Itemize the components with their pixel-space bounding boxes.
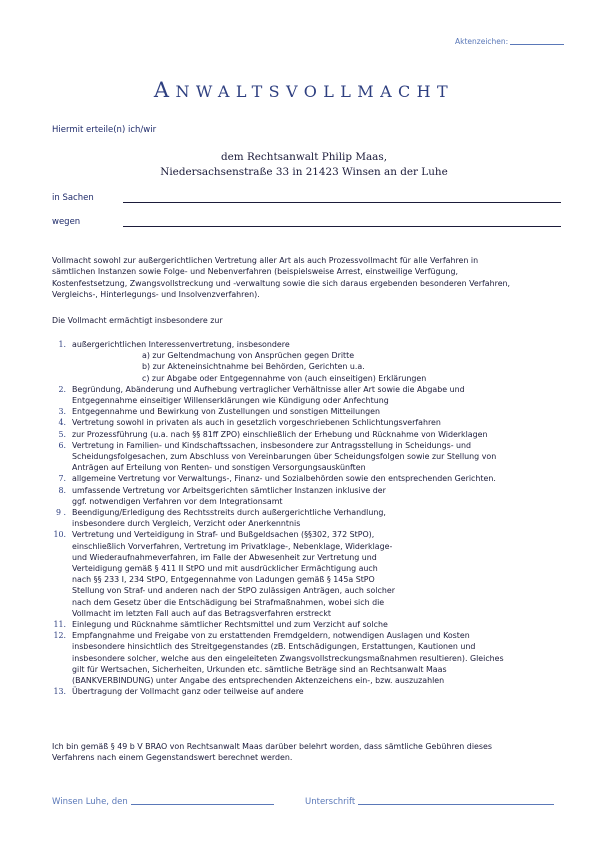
- item-text: [72, 619, 565, 630]
- list-item: [40, 507, 565, 529]
- signature-label: Unterschrift: [305, 797, 356, 807]
- item-text: [72, 630, 565, 686]
- scope-paragraph: [52, 255, 562, 301]
- in-sachen-label: in Sachen: [52, 193, 94, 203]
- item-text: [72, 339, 565, 384]
- item-subpoint: a) zur Geltendmachung von Ansprüchen gegen Dritte: [142, 351, 355, 361]
- list-item: [40, 630, 565, 686]
- item-line: einschließlich Vorverfahren, Vertretung im Privatklage-, Nebenklage, Widerklage-: [72, 541, 393, 551]
- authorization-intro: Die Vollmacht ermächtigt insbesondere zur: [52, 316, 223, 325]
- item-subpoint: c) zur Abgabe oder Entgegennahme von (auch einseitigen) Erklärungen: [142, 373, 427, 383]
- addressee-block: [0, 150, 608, 180]
- item-number: 12.: [53, 631, 66, 641]
- item-text: [72, 529, 565, 619]
- closing-paragraph: [52, 741, 562, 764]
- file-number-field: [455, 37, 564, 46]
- scope-line: Kostenfestsetzung, Zwangsvollstreckung und -verwaltung sowie die sich daraus ergebenden besonderen Verfahren,: [52, 278, 511, 288]
- item-line: und Wiederaufnahmeverfahren, im Falle der Abwesenheit zur Vertretung und: [72, 552, 377, 562]
- list-item: [40, 686, 565, 697]
- list-item: [40, 429, 565, 440]
- place-date-line[interactable]: [131, 804, 274, 805]
- item-text: [72, 473, 565, 484]
- closing-line: Verfahrens nach einem Gegenstandswert berechnet werden.: [52, 753, 293, 763]
- item-line: Begründung, Abänderung und Aufhebung vertraglicher Verhältnisse aller Art sowie die Abgabe und: [72, 384, 465, 394]
- wegen-label: wegen: [52, 217, 81, 227]
- item-number: 2.: [58, 384, 66, 394]
- item-line: gilt für Wertsachen, Sicherheiten, Urkunden etc. sämtliche Beträge sind an Rechtsanwalt Maas: [72, 664, 447, 674]
- item-text: [72, 384, 565, 406]
- list-item: [40, 440, 565, 474]
- authorization-list: [40, 339, 565, 698]
- list-item: [40, 417, 565, 428]
- item-line: allgemeine Vertretung vor Verwaltungs-, Finanz- und Sozialbehörden sowie den entsprechenden Gerichten.: [72, 474, 496, 484]
- item-number: 9 .: [55, 508, 66, 518]
- addressee-name: dem Rechtsanwalt Philip Maas,: [221, 151, 387, 163]
- item-text: [72, 440, 565, 474]
- list-item: [40, 619, 565, 630]
- place-date-label: Winsen Luhe, den: [52, 797, 128, 807]
- item-text: [72, 417, 565, 428]
- item-line: Stellung von Straf- und anderen nach der StPO zulässigen Anträgen, auch solcher: [72, 586, 395, 596]
- item-line: ggf. notwendigen Verfahren vor dem Integrationsamt: [72, 496, 283, 506]
- item-line: (BANKVERBINDUNG) unter Angabe des entsprechenden Aktenzeichens ein-, bzw. auszuzahlen: [72, 676, 445, 686]
- item-number: 13.: [53, 687, 66, 697]
- item-line: außergerichtlichen Interessenvertretung, insbesondere: [72, 340, 290, 349]
- list-item: [40, 406, 565, 417]
- signature-line[interactable]: [358, 804, 554, 805]
- item-text: [72, 406, 565, 417]
- signature-field: [305, 797, 554, 807]
- item-number: 5.: [58, 429, 66, 439]
- item-line: Entgegennahme und Bewirkung von Zustellungen und sonstigen Mitteilungen: [72, 407, 380, 417]
- list-item: [40, 473, 565, 484]
- closing-line: Ich bin gemäß § 49 b V BRAO von Rechtsanwalt Maas darüber belehrt worden, dass sämtliche Gebühren dieses: [52, 742, 492, 751]
- item-line: nach dem Gesetz über die Entschädigung bei Strafmaßnahmen, wobei sich die: [72, 597, 385, 607]
- item-line: Verteidigung gemäß § 411 II StPO und mit ausdrücklicher Ermächtigung auch: [72, 564, 378, 574]
- item-line: insbesondere solcher, welche aus den eingeleiteten Zwangsvollstreckungsmaßnahmen resultieren). Gleiches: [72, 653, 504, 663]
- item-number: 11.: [53, 620, 66, 630]
- file-number-line[interactable]: [510, 44, 564, 45]
- item-text: [72, 429, 565, 440]
- list-item: [40, 485, 565, 507]
- item-number: 6.: [58, 440, 66, 450]
- item-number: 7.: [58, 474, 66, 484]
- item-line: insbesondere durch Vergleich, Verzicht oder Anerkenntnis: [72, 519, 301, 529]
- item-line: Entgegennahme einseitiger Willenserklärungen wie Kündigung oder Anfechtung: [72, 396, 389, 406]
- item-line: Empfangnahme und Freigabe von zu erstattenden Fremdgeldern, notwendigen Auslagen und Kosten: [72, 631, 470, 641]
- wegen-line[interactable]: [123, 226, 561, 227]
- item-number: 8.: [58, 485, 66, 495]
- document-title: ANWALTSVOLLMACHT: [153, 78, 455, 102]
- item-number: 3.: [58, 407, 66, 417]
- file-number-label: Aktenzeichen:: [455, 37, 509, 46]
- scope-line: Vergleichs-, Hinterlegungs- und Insolvenzverfahren).: [52, 290, 260, 300]
- list-item: [40, 384, 565, 406]
- item-line: Anträgen auf Erteilung von Renten- und sonstigen Versorgungsauskünften: [72, 463, 366, 473]
- item-text: [72, 485, 565, 507]
- item-line: Vertretung und Verteidigung in Straf- und Bußgeldsachen (§§302, 372 StPO),: [72, 530, 375, 540]
- item-line: umfassende Vertretung vor Arbeitsgerichten sämtlicher Instanzen inklusive der: [72, 485, 386, 495]
- item-text: [72, 686, 565, 697]
- list-item: [40, 529, 565, 619]
- item-line: nach §§ 233 I, 234 StPO, Entgegennahme von Ladungen gemäß § 145a StPO: [72, 575, 375, 585]
- item-text: [72, 507, 565, 529]
- item-line: Vollmacht im letzten Fall auch auf das Betragsverfahren erstreckt: [72, 608, 332, 618]
- item-line: Vertretung sowohl in privaten als auch in gesetzlich vorgeschriebenen Schlichtungsverfahren: [72, 418, 441, 428]
- addressee-address: Niedersachsenstraße 33 in 21423 Winsen an der Luhe: [160, 166, 448, 178]
- scope-line: sämtlichen Instanzen sowie Folge- und Nebenverfahren (beispielsweise Arrest, einstweilige Verfügung,: [52, 267, 459, 277]
- item-line: Scheidungsfolgesachen, zum Abschluss von Vereinbarungen über Scheidungsfolgen sowie zur Stellung von: [72, 452, 497, 462]
- place-date-field: [52, 797, 274, 807]
- item-line: zur Prozessführung (u.a. nach §§ 81ff ZPO) einschließlich der Erhebung und Rücknahme von Widerklagen: [72, 429, 488, 439]
- item-number: 10.: [53, 530, 66, 540]
- item-subpoint: b) zur Akteneinsichtnahme bei Behörden, Gerichten u.a.: [142, 362, 365, 372]
- in-sachen-line[interactable]: [123, 202, 561, 203]
- item-line: insbesondere hinsichtlich des Streitgegenstandes (zB. Entschädigungen, Erstattungen, Kautionen und: [72, 642, 476, 652]
- item-line: Vertretung in Familien- und Kindschaftssachen, insbesondere zur Antragsstellung in Scheidungs- und: [72, 440, 472, 450]
- item-line: Beendigung/Erledigung des Rechtsstreits durch außergerichtliche Verhandlung,: [72, 508, 386, 518]
- item-number: 1.: [58, 340, 66, 349]
- item-line: Einlegung und Rücknahme sämtlicher Rechtsmittel und zum Verzicht auf solche: [72, 620, 388, 630]
- scope-line: Vollmacht sowohl zur außergerichtlichen Vertretung aller Art als auch Prozessvollmacht für alle Verfahren in: [52, 256, 479, 265]
- item-number: 4.: [58, 418, 66, 428]
- item-line: Übertragung der Vollmacht ganz oder teilweise auf andere: [72, 687, 304, 697]
- intro-text: Hiermit erteile(n) ich/wir: [52, 125, 157, 135]
- list-item: [40, 339, 565, 384]
